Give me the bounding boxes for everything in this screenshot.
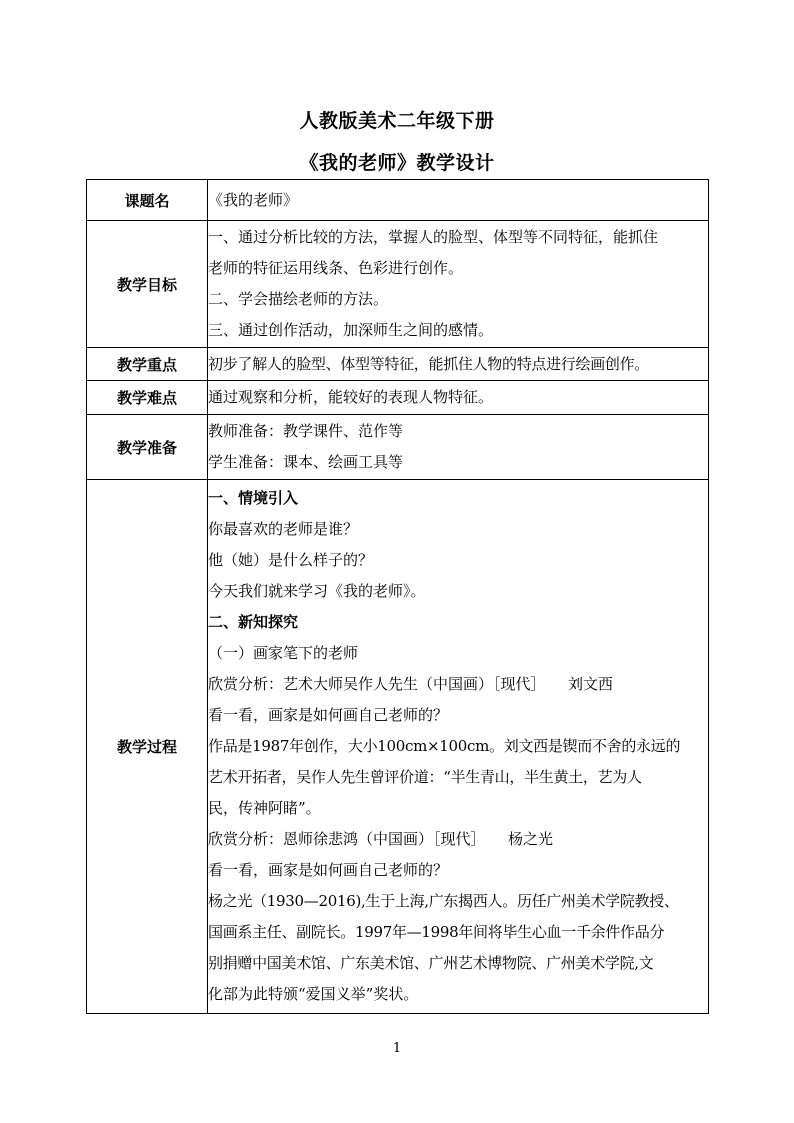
lesson-plan-table	[86, 179, 709, 1014]
page-number: 1	[392, 1041, 402, 1056]
goals-content	[208, 221, 709, 348]
difficulty-label: 教学难点	[87, 381, 208, 415]
table-row-difficulty	[87, 381, 709, 415]
table-row-key-point	[87, 348, 709, 381]
goals-line: 三、通过创作活动，加深师生之间的感情。	[208, 321, 494, 339]
process-line: 今天我们就来学习《我的老师》。	[208, 582, 426, 600]
process-line: 看一看，画家是如何画自己老师的？	[208, 706, 449, 724]
difficulty-content	[208, 381, 709, 415]
table-row-preparation	[87, 415, 709, 480]
key-point-text: 初步了解人的脸型、体型等特征，能抓住人物的特点进行绘画创作。	[208, 354, 650, 373]
preparation-line: 教师准备：教学课件、范作等	[208, 422, 404, 440]
preparation-label: 教学准备	[87, 415, 208, 480]
table-row-process	[87, 480, 709, 1014]
topic-value-text: 《我的老师》	[208, 190, 299, 209]
process-line: 杨之光（1930—2016),生于上海,广东揭西人。历任广州美术学院教授、	[208, 892, 679, 910]
difficulty-text: 通过观察和分析，能较好的表现人物特征。	[208, 388, 494, 406]
process-content	[208, 480, 709, 1014]
table-row-topic	[87, 180, 709, 221]
goals-line: 老师的特征运用线条、色彩进行创作。	[208, 259, 464, 277]
table-row-goals	[87, 221, 709, 348]
process-heading: 一、情境引入	[208, 489, 299, 507]
process-line: 国画系主任、副院长。1997年—1998年间将毕生心血一千余件作品分	[208, 923, 665, 941]
preparation-content	[208, 415, 709, 480]
process-heading: 二、新知探究	[208, 613, 299, 631]
process-line: 你最喜欢的老师是谁？	[208, 520, 359, 538]
process-line: 看一看，画家是如何画自己老师的？	[208, 861, 449, 879]
process-line: 民，传神阿睹”。	[208, 799, 321, 817]
process-line: 作品是1987年创作，大小100cm×100cm。刘文西是锲而不舍的永远的	[208, 737, 681, 755]
process-line: 化部为此特颁“爱国义举”奖状。	[208, 985, 419, 1003]
goals-label: 教学目标	[87, 221, 208, 348]
key-point-content	[208, 348, 709, 381]
process-label: 教学过程	[87, 480, 208, 1014]
process-line: 他（她）是什么样子的？	[208, 551, 374, 569]
key-point-label: 教学重点	[87, 348, 208, 381]
preparation-line: 学生准备：课本、绘画工具等	[208, 453, 404, 471]
topic-label: 课题名	[87, 180, 208, 221]
goals-line: 二、学会描绘老师的方法。	[208, 290, 389, 308]
document-title: 人教版美术二年级下册	[299, 110, 495, 132]
document-subtitle: 《我的老师》教学设计	[299, 152, 495, 174]
process-line: 别捐赠中国美术馆、广东美术馆、广州艺术博物院、广州美术学院,文	[208, 954, 654, 972]
process-line: 欣赏分析：艺术大师吴作人先生（中国画）［现代］ 刘文西	[208, 675, 614, 693]
process-line: （一）画家笔下的老师	[208, 644, 359, 662]
process-line: 欣赏分析：恩师徐悲鸿（中国画）［现代］ 杨之光	[208, 830, 554, 848]
topic-value	[208, 180, 709, 221]
goals-line: 一、通过分析比较的方法，掌握人的脸型、体型等不同特征，能抓住	[208, 228, 659, 246]
process-line: 艺术开拓者，吴作人先生曾评价道：“半生青山，半生黄土，艺为人	[208, 768, 642, 786]
